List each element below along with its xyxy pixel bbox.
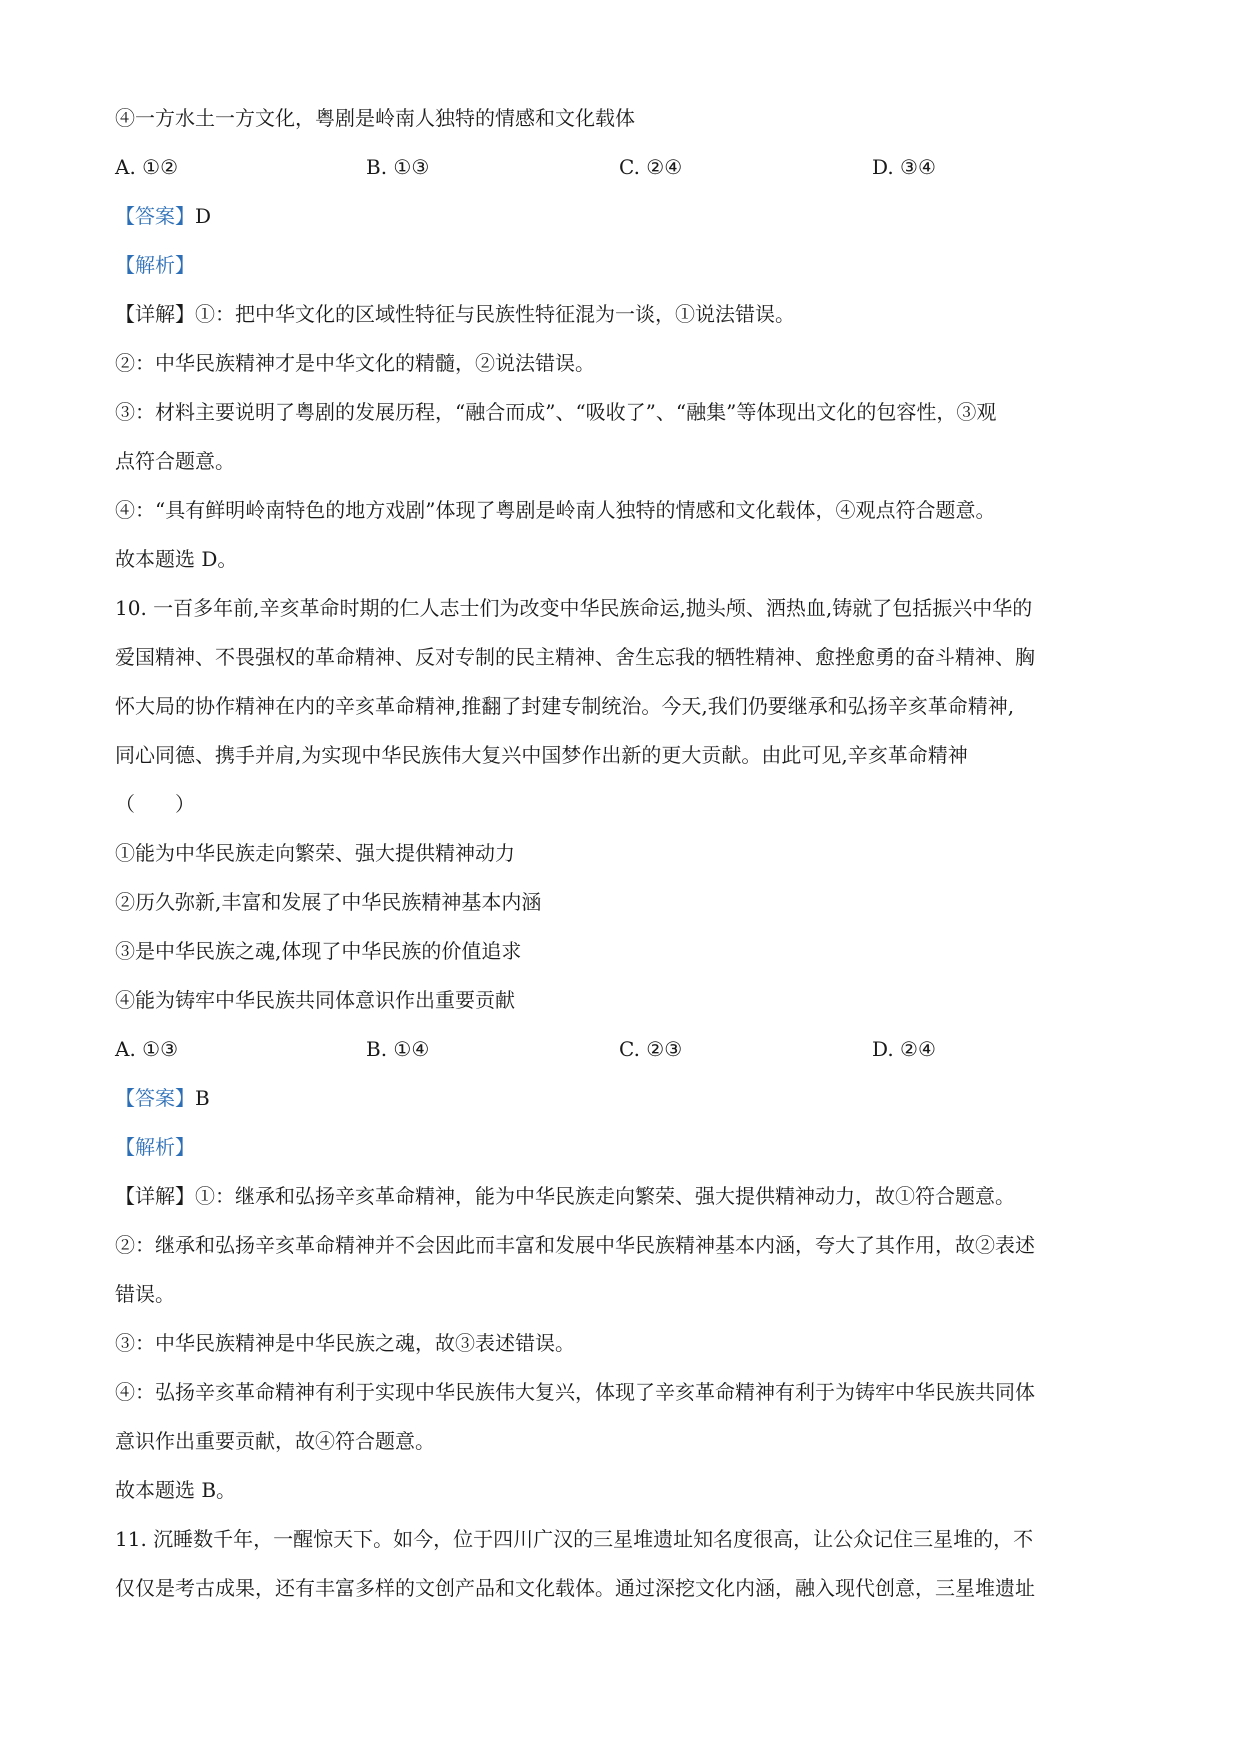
q10-analysis-tag: 【解析】 [115, 1135, 195, 1159]
q9-conclusion: 故本题选 D。 [115, 547, 238, 571]
detail-tag: 【详解】 [115, 302, 195, 326]
q10-statement-1: ①能为中华民族走向繁荣、强大提供精神动力 [115, 841, 515, 865]
answer-value: B [195, 1086, 210, 1110]
q10-option-a: A. ①③ [115, 1037, 179, 1061]
q9-answer [115, 202, 211, 230]
q10-statement-3: ③是中华民族之魂,体现了中华民族的价值追求 [115, 939, 522, 963]
q9-option-d: D. ③④ [872, 155, 936, 179]
q9-option-b: B. ①③ [366, 155, 430, 179]
q9-option-a: A. ①② [115, 155, 179, 179]
detail-text: ①：继承和弘扬辛亥革命精神，能为中华民族走向繁荣、强大提供精神动力，故①符合题意。 [195, 1184, 1015, 1208]
q10-detail-2a: ②：继承和弘扬辛亥革命精神并不会因此而丰富和发展中华民族精神基本内涵，夸大了其作用，故②表述 [115, 1233, 1035, 1257]
q10-stem-1: 10. 一百多年前,辛亥革命时期的仁人志士们为改变中华民族命运,抛头颅、洒热血,铸就了包括振兴中华的 [115, 596, 1033, 620]
q10-stem-3: 怀大局的协作精神在内的辛亥革命精神,推翻了封建专制统治。今天,我们仍要继承和弘扬辛亥革命精神, [115, 694, 1015, 718]
q10-option-b: B. ①④ [366, 1037, 430, 1061]
detail-tag: 【详解】 [115, 1184, 195, 1208]
q10-conclusion: 故本题选 B。 [115, 1478, 237, 1502]
q9-analysis-tag: 【解析】 [115, 253, 195, 277]
q10-statement-4: ④能为铸牢中华民族共同体意识作出重要贡献 [115, 988, 515, 1012]
q10-option-d: D. ②④ [872, 1037, 936, 1061]
q10-option-c: C. ②③ [619, 1037, 683, 1061]
q9-detail-2: ②：中华民族精神才是中华文化的精髓，②说法错误。 [115, 351, 595, 375]
detail-text: ①：把中华文化的区域性特征与民族性特征混为一谈，①说法错误。 [195, 302, 795, 326]
q10-detail-4a: ④：弘扬辛亥革命精神有利于实现中华民族伟大复兴，体现了辛亥革命精神有利于为铸牢中华民族共同体 [115, 1380, 1035, 1404]
q10-detail-4b: 意识作出重要贡献，故④符合题意。 [115, 1429, 435, 1453]
q10-detail-2b: 错误。 [115, 1282, 175, 1306]
q11-stem-1: 11. 沉睡数千年，一醒惊天下。如今，位于四川广汉的三星堆遗址知名度很高，让公众记住三星堆的，不 [115, 1527, 1034, 1551]
q10-stem-4: 同心同德、携手并肩,为实现中华民族伟大复兴中国梦作出新的更大贡献。由此可见,辛亥革命精神 [115, 743, 968, 767]
q10-bracket: （ ） [115, 792, 195, 816]
q10-statement-2: ②历久弥新,丰富和发展了中华民族精神基本内涵 [115, 890, 542, 914]
answer-tag: 【答案】 [115, 204, 195, 228]
q9-detail-3b: 点符合题意。 [115, 449, 235, 473]
q9-option-c: C. ②④ [619, 155, 683, 179]
q9-detail-1 [115, 300, 795, 328]
q10-answer [115, 1084, 210, 1112]
q9-statement-4: ④一方水土一方文化，粤剧是岭南人独特的情感和文化载体 [115, 106, 635, 130]
q10-detail-1 [115, 1182, 1015, 1210]
q9-detail-4: ④：“具有鲜明岭南特色的地方戏剧”体现了粤剧是岭南人独特的情感和文化载体，④观点符合题意。 [115, 498, 996, 522]
q10-stem-2: 爱国精神、不畏强权的革命精神、反对专制的民主精神、舍生忘我的牺牲精神、愈挫愈勇的奋斗精神、胸 [115, 645, 1035, 669]
answer-tag: 【答案】 [115, 1086, 195, 1110]
answer-value: D [195, 204, 212, 228]
q9-detail-3a: ③：材料主要说明了粤剧的发展历程，“融合而成”、“吸收了”、“融集”等体现出文化的包容性，③观 [115, 400, 997, 424]
q10-detail-3: ③：中华民族精神是中华民族之魂，故③表述错误。 [115, 1331, 575, 1355]
q11-stem-2: 仅仅是考古成果，还有丰富多样的文创产品和文化载体。通过深挖文化内涵，融入现代创意，三星堆遗址 [115, 1576, 1035, 1600]
